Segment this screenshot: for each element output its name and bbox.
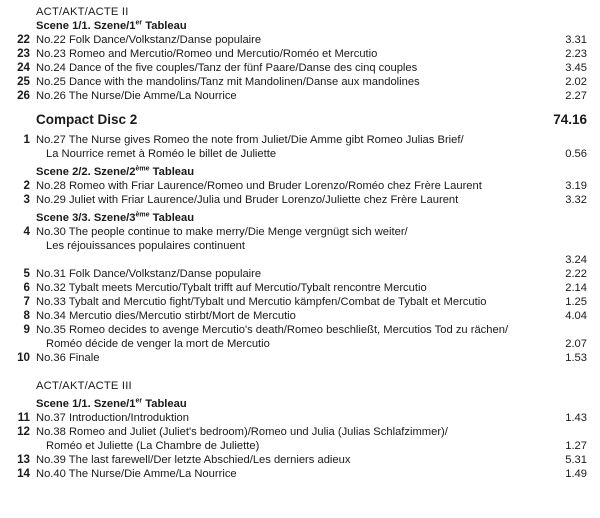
track-number: 11 (17, 411, 30, 424)
track-duration: 2.22 (565, 268, 587, 280)
scene-heading-text: Scene 3/3. Szene/3 (36, 212, 136, 224)
track-title-continuation: Roméo et Juliette (La Chambre de Juliette) (46, 440, 260, 452)
track-number: 8 (23, 309, 30, 322)
scene-heading-text: Scene 1/1. Szene/1 (36, 398, 136, 410)
track-row (0, 47, 600, 61)
track-duration: 1.43 (565, 412, 587, 424)
track-row-continuation (0, 239, 600, 253)
track-row (0, 89, 600, 103)
track-number: 2 (23, 179, 30, 192)
track-title: No.31 Folk Dance/Volkstanz/Danse populaire (36, 268, 262, 280)
track-title: No.35 Romeo decides to avenge Mercutio's death/Romeo beschließt, Mercutios Tod zu rächen/ (36, 324, 509, 336)
track-row-duration (0, 253, 600, 267)
track-duration: 2.27 (565, 90, 587, 102)
track-title: No.27 The Nurse gives Romeo the note from Juliet/Die Amme gibt Romeo Julias Brief/ (36, 134, 464, 146)
track-row (0, 351, 600, 365)
track-row (0, 179, 600, 193)
track-row (0, 267, 600, 281)
track-title: No.23 Romeo and Mercutio/Romeo und Mercutio/Roméo et Mercutio (36, 48, 378, 60)
track-title: No.39 The last farewell/Der letzte Abschied/Les derniers adieux (36, 454, 351, 466)
track-title: No.32 Tybalt meets Mercutio/Tybalt trifft auf Mercutio/Tybalt rencontre Mercutio (36, 282, 427, 294)
track-duration: 3.31 (565, 34, 587, 46)
track-title: No.33 Tybalt and Mercutio fight/Tybalt und Mercutio kämpfen/Combat de Tybalt et Mercutio (36, 296, 487, 308)
track-number: 23 (17, 47, 30, 60)
track-number: 24 (17, 61, 30, 74)
track-duration: 0.56 (565, 148, 587, 160)
act-heading: ACT/AKT/ACTE II (36, 6, 129, 18)
track-title: No.22 Folk Dance/Volkstanz/Danse populaire (36, 34, 262, 46)
track-number: 12 (17, 425, 30, 438)
track-duration: 1.53 (565, 352, 587, 364)
track-number: 7 (23, 295, 30, 308)
track-number: 25 (17, 75, 30, 88)
track-title-continuation: Roméo décide de venger la mort de Mercutio (46, 338, 270, 350)
track-number: 14 (17, 467, 30, 480)
track-duration: 2.23 (565, 48, 587, 60)
tracklist-page (0, 5, 600, 481)
track-row (0, 33, 600, 47)
track-number: 26 (17, 89, 30, 102)
track-title-continuation: La Nourrice remet à Roméo le billet de Juliette (46, 148, 277, 160)
track-row (0, 425, 600, 439)
track-title: No.25 Dance with the mandolins/Tanz mit Mandolinen/Danse aux mandolines (36, 76, 420, 88)
track-number: 1 (23, 133, 30, 146)
scene-heading-text: Tableau (142, 20, 187, 32)
track-row (0, 295, 600, 309)
scene-heading (0, 19, 600, 33)
scene-heading-text: Tableau (142, 398, 187, 410)
scene-heading-text: Tableau (149, 212, 195, 224)
track-title: No.24 Dance of the five couples/Tanz der fünf Paare/Danse des cinq couples (36, 62, 418, 74)
track-number: 10 (17, 351, 30, 364)
scene-heading-text: Scene 2/2. Szene/2 (36, 166, 136, 178)
scene-heading-sup: er (135, 19, 143, 27)
scene-heading-text: Tableau (149, 166, 195, 178)
track-title: No.30 The people continue to make merry/Die Menge vergnügt sich weiter/ (36, 226, 408, 238)
track-row-continuation (0, 337, 600, 351)
disc-heading (0, 111, 600, 129)
track-title: No.36 Finale (36, 352, 100, 364)
track-duration: 2.07 (565, 338, 587, 350)
disc-title: Compact Disc 2 (36, 112, 138, 127)
track-number: 13 (17, 453, 30, 466)
track-duration: 3.32 (565, 194, 587, 206)
track-row (0, 411, 600, 425)
track-row (0, 453, 600, 467)
track-row-continuation (0, 439, 600, 453)
scene-heading-sup: er (135, 397, 143, 405)
track-duration: 4.04 (565, 310, 587, 322)
track-title: No.38 Romeo and Juliet (Juliet's bedroom)/Romeo und Julia (Julias Schlafzimmer)/ (36, 426, 448, 438)
track-title: No.26 The Nurse/Die Amme/La Nourrice (36, 90, 237, 102)
track-title: No.40 The Nurse/Die Amme/La Nourrice (36, 468, 237, 480)
track-title-continuation: Les réjouissances populaires continuent (46, 240, 246, 252)
scene-heading-sup: ème (135, 211, 150, 219)
track-row (0, 323, 600, 337)
track-title: No.37 Introduction/Introduktion (36, 412, 189, 424)
track-row (0, 133, 600, 147)
track-row (0, 467, 600, 481)
track-number: 3 (23, 193, 30, 206)
track-duration: 1.25 (565, 296, 587, 308)
scene-heading (0, 211, 600, 225)
scene-heading-text: Scene 1/1. Szene/1 (36, 20, 136, 32)
track-number: 6 (23, 281, 30, 294)
track-row (0, 75, 600, 89)
track-row (0, 225, 600, 239)
scene-heading (0, 397, 600, 411)
track-duration: 3.24 (565, 254, 587, 266)
track-duration: 3.19 (565, 180, 587, 192)
track-row (0, 309, 600, 323)
track-duration: 5.31 (565, 454, 587, 466)
scene-heading (0, 165, 600, 179)
track-duration: 2.02 (565, 76, 587, 88)
track-duration: 1.49 (565, 468, 587, 480)
track-number: 5 (23, 267, 30, 280)
track-number: 4 (23, 225, 30, 238)
track-row-continuation (0, 147, 600, 161)
act-heading: ACT/AKT/ACTE III (36, 380, 132, 392)
track-duration: 2.14 (565, 282, 587, 294)
track-number: 9 (23, 323, 30, 336)
track-title: No.29 Juliet with Friar Laurence/Julia und Bruder Lorenzo/Juliette chez Frère Laurent (36, 194, 459, 206)
track-title: No.28 Romeo with Friar Laurence/Romeo und Bruder Lorenzo/Roméo chez Frère Laurent (36, 180, 482, 192)
track-row (0, 61, 600, 75)
track-number: 22 (17, 33, 30, 46)
scene-heading-sup: ème (135, 165, 150, 173)
track-duration: 1.27 (565, 440, 587, 452)
track-title: No.34 Mercutio dies/Mercutio stirbt/Mort de Mercutio (36, 310, 296, 322)
track-duration: 3.45 (565, 62, 587, 74)
disc-total-duration: 74.16 (553, 112, 587, 127)
track-row (0, 281, 600, 295)
track-row (0, 193, 600, 207)
